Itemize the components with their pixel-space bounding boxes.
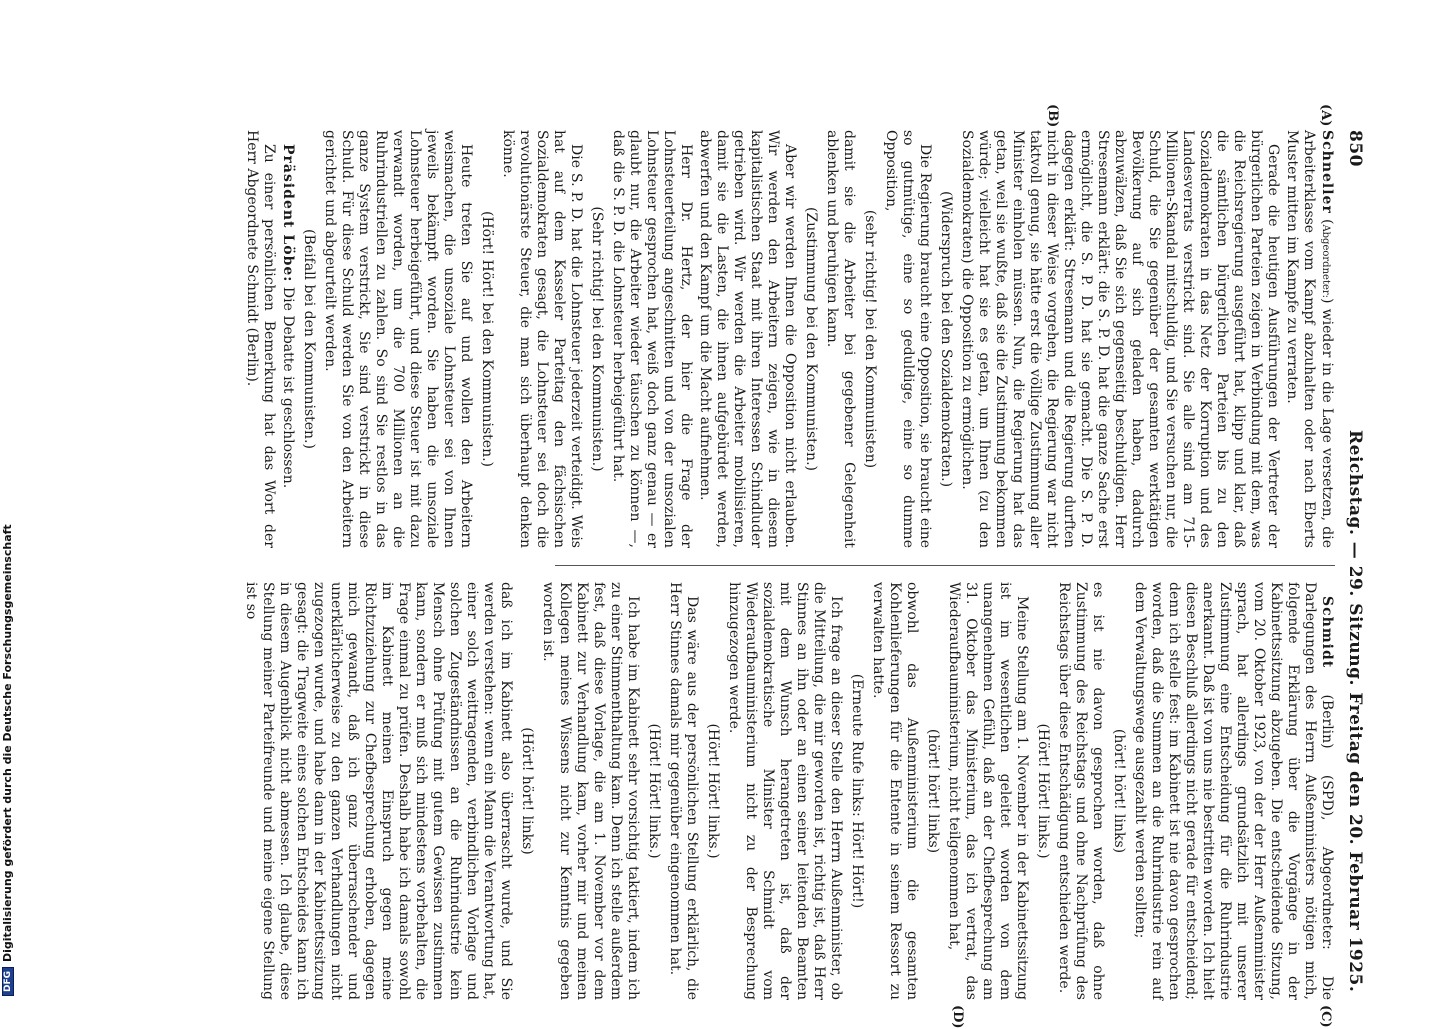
speaker-name: Schneller — [1319, 130, 1335, 214]
page-number: 850 — [1345, 130, 1365, 167]
speech-paragraph: Ich frage an dieser Stelle den Herrn Außenminister, ob die Mitteilung, die mir geworden ist, richtig ist, daß Herr Stinnes an ihn oder an einen seiner leitenden Beamten mit dem Wunsch herangetreten ist, daß der sozialdemokratische Minister Schmidt vom Wiederaufbauministerium nicht zu der Besprechung hinzugezogen werde. — [726, 582, 844, 1000]
speech-paragraph: damit sie die Arbeiter bei gegebener Gelegenheit ablenken und beruhigen kann. — [824, 130, 857, 548]
speech-paragraph: Das wäre aus der persönlichen Stellung erklärlich, die Herr Stinnes damals mir gegenüber eingenommen hat. — [667, 582, 700, 1000]
margin-marker-c: (C) — [1318, 1005, 1333, 1028]
speaker-role: Abgeordneter: — [1320, 224, 1331, 299]
digitization-credit — [1, 0, 19, 1000]
speech-paragraph: Die Regierung braucht eine Opposition, sie braucht eine so gutmütige, eine so geduldige, eine so dumme Opposition, — [883, 130, 933, 548]
column-divider — [555, 565, 1335, 566]
interjection: (hört! hört! links) — [925, 728, 941, 854]
page-header: Reichstag. — 29. Sitzung. Freitag den 20. Februar 1925. — [1345, 430, 1365, 993]
interjection: (sehr richtig! bei den Kommunisten) — [862, 209, 878, 469]
speech-paragraph: Schneller (Abgeordneter:) wieder in die Lage versetzen, die Arbeiterklasse vom Kampf abzuhalten oder nach Eberts Muster mitten im Kampfe zu verraten. — [1284, 130, 1335, 548]
interjection: (Beifall bei den Kommunisten.) — [301, 229, 317, 449]
dfg-logo: DFG — [2, 967, 14, 996]
interjection: (Hört! Hört! links.) — [1035, 723, 1051, 859]
margin-marker-b: (B) — [1045, 104, 1060, 128]
interjection: (Hört! hört! links) — [519, 727, 535, 855]
speech-paragraph: es ist nie davon gesprochen worden, daß ohne Zustimmung des Reichstags und ohne Nachprüfung des Reichstags über diese Entschädigung entschieden werde. — [1056, 582, 1106, 1000]
speech-paragraph: Die S. P. D. hat die Lohnsteuer jederzeit verteidigt. Weis hat auf dem Kasseler Parteitag den fächsischen Sozialdemokraten gesagt, die Lohnsteuer sei doch die revolutionärste Steuer, die man sich überhaupt denken könne. — [500, 130, 584, 548]
speech-paragraph: Präsident Löbe: Die Debatte ist geschlossen. — [280, 144, 296, 489]
speech-paragraph: Aber wir werden Ihnen die Opposition nicht erlauben. Wir werden den Arbeitern zeigen, wie in diesem kapitalistischen Staat mit ihren Interessen Schindluder getrieben wird. Wir werden die Arbeiter mobilisieren, damit sie die Lasten, die ihnen aufgebürdet werden, abwerfen und den Kampf um die Macht aufnehmen. — [697, 130, 798, 548]
left-column — [241, 130, 1335, 548]
speech-paragraph: Ich habe im Kabinett sehr vorsichtig taktiert, indem ich zu einer Stimmenthaltung kam. Denn ich stelle außerdem fest, daß diese Vorlage, die am 1. November vor dem Kabinett zur Verhandlung kam, vorher mir und meinen Kollegen meines Wissens nicht zur Kenntnis gegeben worden ist. — [540, 582, 641, 1000]
speech-paragraph: obwohl das Außenministerium die gesamten Kohlenlieferungen für die Entente in seinem Ressort zu verwalten hatte. — [870, 582, 920, 1000]
speech-paragraph: Zu einer persönlichen Bemerkung hat das Wort der Herr Abgeordnete Schmidt (Berlin). — [244, 130, 277, 548]
digitization-credit-text: Digitalisierung gefördert durch die Deutsche Forschungsgemeinschaft — [1, 524, 14, 962]
running-header — [1343, 130, 1365, 1010]
interjection: (Zustimmung bei den Kommunisten.) — [803, 207, 819, 471]
margin-marker-d: (D) — [950, 1005, 965, 1029]
speech-paragraph: Herr Dr. Hertz, der hier die Frage der Lohnsteuerteilung angeschnitten und von der unsozialen Lohnsteuer gesprochen hat, weiß doch ganz genau — er glaubt nur, die Arbeiter wieder täuschen zu können —, daß die S. P. D. die Lohnsteuer herbeigeführt hat. — [610, 130, 694, 548]
rotated-page — [105, 104, 1365, 1029]
speech-paragraph: Heute treten Sie auf und wollen den Arbeitern weismachen, die unsoziale Lohnsteuer sei von Ihnen jeweils bekämpft worden. Sie haben die unsoziale Lohnsteuer herbeigeführt, und diese Steuer ist mit dazu verwandt worden, um die 700 Millionen an die Ruhrindustriellen zu zahlen. So sind Sie restlos in das ganze System verstrickt, Sie sind verstrickt in diese Schuld. Für diese Schuld werden Sie von den Arbeitern gerichtet und abgeurteilt werden. — [322, 130, 474, 548]
interjection: (Hört! Hört! bei den Kommunisten.) — [479, 210, 495, 467]
margin-marker-a: (A) — [1318, 104, 1333, 127]
speech-paragraph: Gerade die heutigen Ausführungen der Vertreter der bürgerlichen Parteien zeigen in Verbindung mit dem, was die Reichsregierung ausgeführt hat, klipp und klar, daß die sämtlichen bürgerlichen Parteien bis zu den Sozialdemokraten in das Netz der Korruption und des Landesverrats verstrickt sind. Sie alle sind am 715-Millionen-Skandal mitschuldig, und Sie versuchen nur, die Schuld, die Sie gegenüber der gesamten werktätigen Bevölkerung auf sich geladen haben, dadurch abzuwälzen, daß Sie sich gegenseitig beschuldigen. Herr Stresemann erklärt: die S. P. D. hat die ganze Sache erst ermöglicht, die S. P. D. hat sie gemacht. Die S. P. D. dagegen erklärt: Stresemann und die Regierung durften nicht in dieser Weise vorgehen, die Regierung war nicht taktvoll genug, sie hätte erst die völlige Zustimmung aller Minister einholen müssen. Nun, die Regierung hat das getan, weil sie wußte, daß sie die Zustimmung bekommen würde; vielleicht hat sie es getan, um Ihnen (zu den Sozialdemokraten) die Opposition zu ermöglichen. — [959, 130, 1281, 548]
right-column — [240, 582, 1335, 1000]
speech-paragraph: Schmidt (Berlin) (SPD), Abgeordneter: Die Darlegungen des Herrn Außenministers nötigen mich, folgende Erklärung über die Vorgänge in der Kabinettssitzung abzugeben. Die entscheidende Sitzung, vom 20. Oktober 1923, von der der Herr Außenminister sprach, hat allerdings grundsätzlich mit unserer Zustimmung eine Entscheidung für die Ruhrindustrie anerkannt. Daß ist von uns nie bestritten worden. Ich hielt diesen Beschluß allerdings nicht gerade für entscheidend; denn ich stelle fest: im Kabinett ist nie davon gesprochen worden, daß die Summen an die Ruhrindustrie rein auf dem Verwaltungswege ausgezahlt werden sollten; — [1132, 582, 1335, 1001]
president-name: Präsident Löbe: — [280, 144, 296, 283]
interjection: (Hört! Hört! links.) — [705, 723, 721, 859]
speech-paragraph: Meine Stellung am 1. November in der Kabinettssitzung ist im wesentlichen geleitet worden von dem unangenehmen Gefühl, daß an der Chefbesprechung am 31. Oktober das Ministerium, das ich vertrat, das Wiederaufbauministerium, nicht teilgenommen hat, — [946, 582, 1030, 1000]
interjection: (Widerspruch bei den Sozialdemokraten.) — [938, 190, 954, 488]
interjection: (hört! hört! links) — [1111, 728, 1127, 854]
interjection: (Sehr richtig! bei den Kommunisten.) — [589, 206, 605, 472]
interjection: (Erneute Rufe links: Hört! Hört!) — [849, 673, 865, 909]
speech-paragraph: daß ich im Kabinett also überrascht wurde, und Sie werden verstehen: wenn ein Mann die Verantwortung hat, einer solch weittragenden, verbindlichen Vorlage und solchen Zugeständnissen an die Ruhrindustrie kein Mensch ohne Prüfung mit gutem Gewissen zustimmen kann, sondern er muß sich mindestens vorbehalten, die Frage einmal zu prüfen. Deshalb habe ich damals sowohl im Kabinett meinen Einspruch gegen meine Richtzuziehung zur Chefbesprechung erhoben, dagegen mich gewandt, daß ich ganz überraschender und unerklärlicherweise zu den ganzen Verhandlungen nicht zugezogen wurde, und habe dann in der Kabinettssitzung gesagt: die Tragweite eines solchen Entscheides kann ich in diesem Augenblick nicht abmessen. Ich glaube, diese Stellung meiner Parteifreunde und meine eigene Stellung ist so — [243, 582, 514, 1000]
speaker-name: Schmidt — [1319, 596, 1335, 669]
interjection: (Hört! Hört! links.) — [646, 723, 662, 859]
